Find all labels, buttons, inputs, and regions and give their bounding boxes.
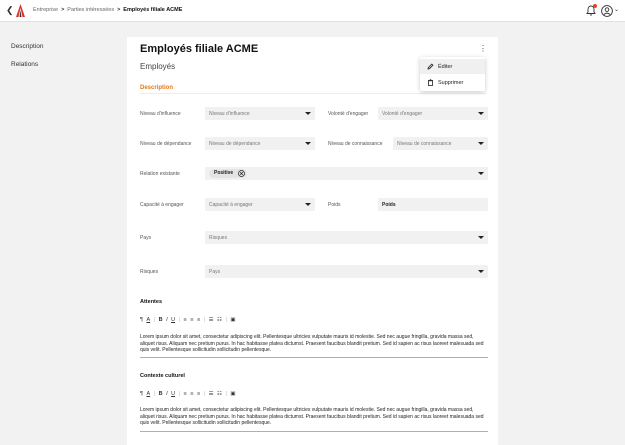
select-capacite-engager[interactable] (205, 198, 315, 211)
align-center-icon[interactable]: ≡ (190, 391, 194, 397)
menu-item-label: Éditer (438, 63, 453, 70)
chip-positive[interactable] (209, 169, 247, 178)
image-icon[interactable]: ▣ (230, 391, 236, 397)
label-niveau-dependance: Niveau de dépendance (140, 141, 192, 147)
select-niveau-dependance[interactable] (205, 137, 315, 150)
label-pays: Pays (140, 235, 152, 241)
input-poids[interactable] (378, 198, 488, 211)
chip-label: Positive (214, 170, 234, 176)
underline-icon[interactable]: U (171, 391, 176, 397)
more-options-icon[interactable]: ⋮ (479, 44, 487, 53)
numbered-list-icon[interactable]: ☷ (217, 317, 222, 323)
toolbar-divider: | (203, 391, 206, 397)
page-title: Employés filiale ACME (140, 43, 259, 55)
menu-item-delete[interactable] (420, 75, 485, 90)
align-left-icon[interactable]: ≡ (183, 317, 187, 323)
label-niveau-connaissance: Niveau de connaissance (328, 141, 383, 147)
breadcrumb (33, 7, 182, 13)
breadcrumb-separator: > (117, 7, 121, 13)
section-divider (140, 93, 486, 94)
paragraph-icon[interactable]: ¶ (140, 391, 143, 397)
toolbar-divider: | (178, 391, 181, 397)
rich-text-contexte[interactable]: Lorem ipsum dolor sit amet, consectetur adipiscing elit. Pellentesque ultricies vulputate mauris id molestie. Sed nec augue fringilla, gravida massa sed, aliquet risus. Aliquam nec pretium purus. In hac habitasse platea dictumst. Praesent faucibus blandit pretium. Sed id sapien ac risus laoreet malesuada sed quis velit. Pellentesque sollicitudin sollicitudin pellentesque. (140, 407, 484, 426)
text-color-icon[interactable]: A (146, 317, 151, 323)
select-volonte-engager[interactable] (378, 107, 488, 120)
rich-text-toolbar (140, 391, 239, 399)
breadcrumb-current: Employés filiale ACME (123, 7, 183, 13)
label-volonte-engager: Volonté d'engager (328, 111, 369, 117)
heading-contexte-culturel: Contexte culturel (140, 373, 185, 379)
text-color-icon[interactable]: A (146, 391, 151, 397)
select-pays[interactable] (205, 231, 488, 244)
top-bar (0, 0, 625, 22)
image-icon[interactable]: ▣ (230, 317, 236, 323)
input-value: Poids (382, 202, 396, 208)
bold-icon[interactable]: B (158, 391, 163, 397)
select-placeholder: Capacité à engager (209, 202, 253, 208)
align-right-icon[interactable]: ≡ (196, 391, 201, 397)
caret-down-icon (478, 172, 484, 175)
select-niveau-connaissance[interactable] (393, 137, 488, 150)
caret-down-icon (305, 142, 311, 145)
select-placeholder: Volonté d'engager (382, 111, 423, 117)
rich-text-attentes[interactable]: Lorem ipsum dolor sit amet, consectetur adipiscing elit. Pellentesque ultricies vulputate mauris id molestie. Sed nec augue fringilla, gravida massa sed, aliquet risus. Aliquam nec pretium purus. In hac habitasse platea dictumst. Praesent faucibus blandit pretium. Sed id sapien ac risus laoreet malesuada sed quis velit. Pellentesque sollicitudin sollicitudin pellentesque. (140, 334, 484, 353)
caret-down-icon (478, 236, 484, 239)
toolbar-divider: | (225, 391, 227, 397)
toolbar-divider: | (153, 317, 156, 323)
align-left-icon[interactable]: ≡ (183, 391, 187, 397)
logo[interactable] (16, 4, 25, 17)
heading-attentes: Attentes (140, 299, 163, 305)
chevron-down-icon[interactable]: ⌄ (614, 7, 620, 13)
numbered-list-icon[interactable]: ☷ (217, 391, 222, 397)
trash-icon (427, 79, 434, 86)
section-title-description: Description (140, 85, 174, 91)
menu-item-label: Supprimer (438, 79, 464, 86)
caret-down-icon (478, 270, 484, 273)
page-subtitle: Employés (140, 62, 176, 71)
label-risques: Risques (140, 269, 159, 275)
bold-icon[interactable]: B (158, 317, 163, 323)
select-placeholder: Risques (209, 235, 228, 241)
underline-icon[interactable]: U (171, 317, 176, 323)
breadcrumb-item-entreprise[interactable]: Entreprise (33, 7, 59, 13)
paragraph-icon[interactable]: ¶ (140, 317, 143, 323)
caret-down-icon (478, 142, 484, 145)
sidebar-item-description[interactable]: Description (11, 43, 44, 50)
label-niveau-influence: Niveau d'influence (140, 111, 181, 117)
toolbar-divider: | (225, 317, 227, 323)
breadcrumb-item-parties[interactable]: Parties intéressées (67, 7, 115, 13)
caret-down-icon (478, 112, 484, 115)
caret-down-icon (305, 112, 311, 115)
select-relation-existante[interactable] (205, 167, 488, 180)
toolbar-divider: | (153, 391, 156, 397)
label-poids: Poids (328, 202, 341, 208)
italic-icon[interactable]: I (166, 317, 168, 323)
pencil-icon (427, 63, 434, 70)
select-placeholder: Niveau de connaissance (397, 141, 452, 147)
align-center-icon[interactable]: ≡ (190, 317, 194, 323)
actions-menu (420, 57, 485, 91)
user-avatar-icon[interactable] (601, 5, 613, 17)
rich-text-underline (140, 431, 488, 432)
select-placeholder: Niveau de dépendance (209, 141, 261, 147)
label-capacite-engager: Capacité à engager (140, 202, 184, 208)
back-icon[interactable]: ❮ (6, 5, 14, 15)
select-placeholder: Pays (209, 269, 221, 275)
rich-text-toolbar (140, 317, 239, 325)
bullet-list-icon[interactable]: ☰ (208, 317, 214, 323)
italic-icon[interactable]: I (166, 391, 168, 397)
toolbar-divider: | (203, 317, 206, 323)
select-placeholder: Niveau d'influence (209, 111, 250, 117)
menu-item-edit[interactable] (420, 59, 485, 74)
toolbar-divider: | (178, 317, 181, 323)
select-risques[interactable] (205, 265, 488, 278)
sidebar-item-relations[interactable]: Relations (11, 61, 39, 68)
bullet-list-icon[interactable]: ☰ (208, 391, 214, 397)
caret-down-icon (305, 203, 311, 206)
label-relation-existante: Relation existante (140, 171, 180, 177)
rich-text-underline (140, 357, 488, 358)
notification-badge (593, 4, 597, 8)
select-niveau-influence[interactable] (205, 107, 315, 120)
remove-chip-icon[interactable] (238, 170, 245, 177)
breadcrumb-separator: > (61, 7, 65, 13)
align-right-icon[interactable]: ≡ (196, 317, 201, 323)
